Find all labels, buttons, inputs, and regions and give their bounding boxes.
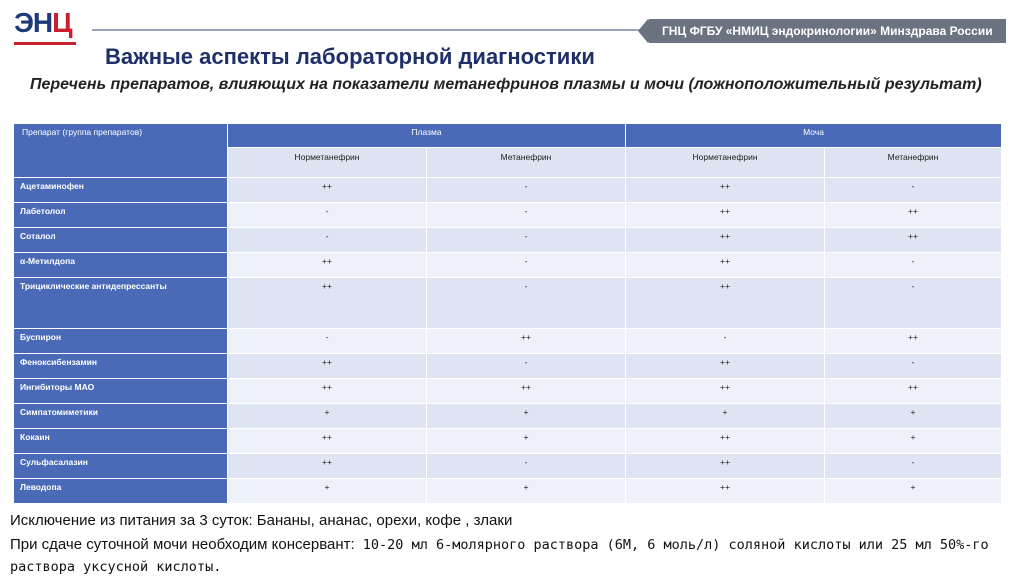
preservative-note-lead: При сдаче суточной мочи необходим консервант: (10, 536, 355, 553)
table-cell: ++ (626, 379, 825, 404)
table-cell: ++ (228, 354, 427, 379)
logo (14, 8, 84, 48)
table-row (14, 278, 1002, 329)
table-cell: - (825, 178, 1002, 203)
table-cell: - (825, 253, 1002, 278)
logo-text-main: ЭН (14, 7, 53, 38)
table-row (14, 329, 1002, 354)
table-cell: + (427, 429, 626, 454)
table-cell: - (228, 228, 427, 253)
drug-name: Леводопа (14, 479, 228, 504)
drug-name: Ацетаминофен (14, 178, 228, 203)
table-cell: ++ (228, 253, 427, 278)
table-cell: ++ (626, 253, 825, 278)
table-row (14, 203, 1002, 228)
table-cell: - (825, 454, 1002, 479)
table-row (14, 429, 1002, 454)
drug-name: Кокаин (14, 429, 228, 454)
table-cell: ++ (427, 329, 626, 354)
table-cell: + (825, 429, 1002, 454)
table-cell: ++ (228, 379, 427, 404)
table-row (14, 479, 1002, 504)
preservative-note (10, 534, 1010, 578)
table-cell: ++ (626, 479, 825, 504)
subheader-urine-normetanephrine: Норметанефрин (626, 148, 825, 178)
table-cell: - (427, 354, 626, 379)
table-row (14, 379, 1002, 404)
table-cell: ++ (626, 278, 825, 329)
drug-name: Сульфасалазин (14, 454, 228, 479)
table-cell: ++ (228, 278, 427, 329)
table-cell: ++ (626, 454, 825, 479)
drug-name: Буспирон (14, 329, 228, 354)
table-cell: ++ (228, 454, 427, 479)
table-cell: - (427, 178, 626, 203)
drug-name: Соталол (14, 228, 228, 253)
table-cell: + (626, 404, 825, 429)
table-cell: + (427, 404, 626, 429)
table-cell: + (825, 404, 1002, 429)
drug-name: Симпатомиметики (14, 404, 228, 429)
table-cell: ++ (427, 379, 626, 404)
table-row (14, 178, 1002, 203)
table-cell: + (825, 479, 1002, 504)
table-cell: - (228, 203, 427, 228)
institution-banner: ГНЦ ФГБУ «НМИЦ эндокринологии» Минздрава России (648, 19, 1006, 43)
logo-underline (14, 42, 76, 45)
table-cell: + (228, 404, 427, 429)
table-cell: ++ (626, 178, 825, 203)
header-divider (92, 29, 652, 31)
table-cell: - (427, 454, 626, 479)
drug-name: Лабетолол (14, 203, 228, 228)
subheader-plasma-metanephrine: Метанефрин (427, 148, 626, 178)
table-cell: - (626, 329, 825, 354)
subheader-plasma-normetanephrine: Норметанефрин (228, 148, 427, 178)
page-subtitle: Перечень препаратов, влияющих на показатели метанефринов плазмы и мочи (ложноположительный результат) (30, 76, 982, 93)
drug-name: Трициклические антидепрессанты (14, 278, 228, 329)
preservative-note-detail: 10-20 мл 6-молярного раствора (6М, 6 моль/л) соляной кислоты или 25 мл 50%-го раствора уксусной кислоты. (10, 537, 989, 575)
drug-name: α-Метилдопа (14, 253, 228, 278)
table-row (14, 454, 1002, 479)
table-cell: ++ (626, 203, 825, 228)
table-cell: - (427, 203, 626, 228)
header-urine: Моча (626, 124, 1002, 148)
table-cell: ++ (626, 429, 825, 454)
table-cell: ++ (825, 228, 1002, 253)
table-cell: ++ (825, 379, 1002, 404)
table-cell: ++ (626, 228, 825, 253)
table-cell: ++ (825, 329, 1002, 354)
table-cell: ++ (825, 203, 1002, 228)
table-cell: - (427, 278, 626, 329)
diet-note: Исключение из питания за 3 суток: Бананы, ананас, орехи, кофе , злаки (10, 512, 513, 529)
drug-table (13, 123, 1002, 504)
header-plasma: Плазма (228, 124, 626, 148)
logo-text-accent: Ц (52, 7, 72, 38)
drug-name: Ингибиторы МАО (14, 379, 228, 404)
table-cell: + (427, 479, 626, 504)
table-row (14, 404, 1002, 429)
table-cell: + (228, 479, 427, 504)
subheader-urine-metanephrine: Метанефрин (825, 148, 1002, 178)
table-cell: - (825, 278, 1002, 329)
drug-name: Феноксибензамин (14, 354, 228, 379)
table-cell: - (228, 329, 427, 354)
table-row (14, 253, 1002, 278)
table-row (14, 228, 1002, 253)
table-row (14, 354, 1002, 379)
table-cell: ++ (228, 429, 427, 454)
table-cell: - (427, 253, 626, 278)
table-cell: ++ (626, 354, 825, 379)
table-cell: - (427, 228, 626, 253)
header-drug: Препарат (группа препаратов) (14, 124, 228, 178)
table-cell: - (825, 354, 1002, 379)
table-cell: ++ (228, 178, 427, 203)
page-title: Важные аспекты лабораторной диагностики (105, 44, 595, 69)
